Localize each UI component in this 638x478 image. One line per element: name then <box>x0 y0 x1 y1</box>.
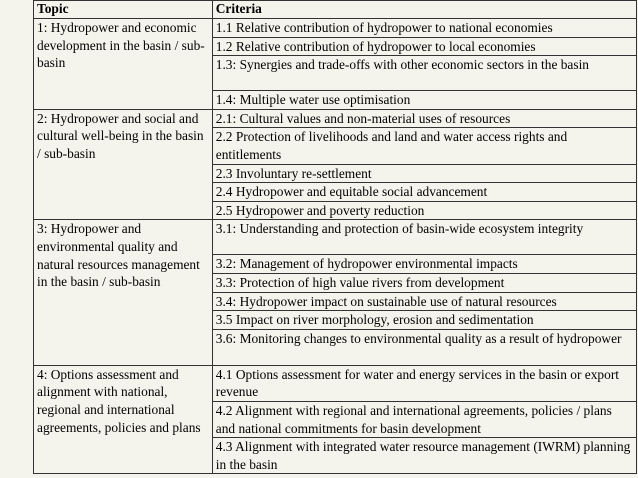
header-topic: Topic <box>34 1 213 19</box>
criteria-cell: 3.5 Impact on river morphology, erosion and sedimentation <box>212 311 636 330</box>
topic-cell: 2: Hydropower and social and cultural well-being in the basin / sub-basin <box>34 109 213 220</box>
table-row <box>34 19 637 38</box>
criteria-table-frame <box>33 0 637 478</box>
topic-cell: 3: Hydropower and environmental quality and natural resources management in the basin / sub-basin <box>34 220 213 365</box>
criteria-cell: 2.4 Hydropower and equitable social advancement <box>212 183 636 202</box>
criteria-cell: 2.2 Protection of livelihoods and land and water access rights and entitlements <box>212 128 636 164</box>
table-row <box>34 365 637 401</box>
criteria-cell: 4.2 Alignment with regional and international agreements, policies / plans and national commitments for basin development <box>212 401 636 437</box>
criteria-cell: 3.3: Protection of high value rivers from development <box>212 273 636 292</box>
criteria-cell: 1.4: Multiple water use optimisation <box>212 91 636 110</box>
header-row <box>34 1 637 19</box>
criteria-cell: 3.1: Understanding and protection of basin-wide ecosystem integrity <box>212 220 636 255</box>
header-criteria: Criteria <box>212 1 636 19</box>
criteria-cell: 2.5 Hydropower and poverty reduction <box>212 201 636 220</box>
criteria-cell: 3.6: Monitoring changes to environmental quality as a result of hydropower <box>212 329 636 365</box>
criteria-cell: 1.2 Relative contribution of hydropower to local economies <box>212 37 636 56</box>
criteria-cell: 1.3: Synergies and trade-offs with other economic sectors in the basin <box>212 56 636 91</box>
table-row <box>34 220 637 255</box>
criteria-cell: 2.1: Cultural values and non-material uses of resources <box>212 109 636 128</box>
table-row <box>34 109 637 128</box>
criteria-cell: 1.1 Relative contribution of hydropower to national economies <box>212 19 636 38</box>
left-margin <box>0 0 33 478</box>
criteria-cell: 4.3 Alignment with integrated water resource management (IWRM) planning in the basin <box>212 438 636 474</box>
criteria-table <box>33 0 637 474</box>
topic-cell: 4: Options assessment and alignment with national, regional and international agreements, policies and plans <box>34 365 213 474</box>
criteria-cell: 3.2: Management of hydropower environmental impacts <box>212 255 636 274</box>
topic-cell: 1: Hydropower and economic development in the basin / sub-basin <box>34 19 213 110</box>
criteria-cell: 4.1 Options assessment for water and energy services in the basin or export revenue <box>212 365 636 401</box>
criteria-cell: 2.3 Involuntary re-settlement <box>212 164 636 183</box>
criteria-cell: 3.4: Hydropower impact on sustainable use of natural resources <box>212 292 636 311</box>
